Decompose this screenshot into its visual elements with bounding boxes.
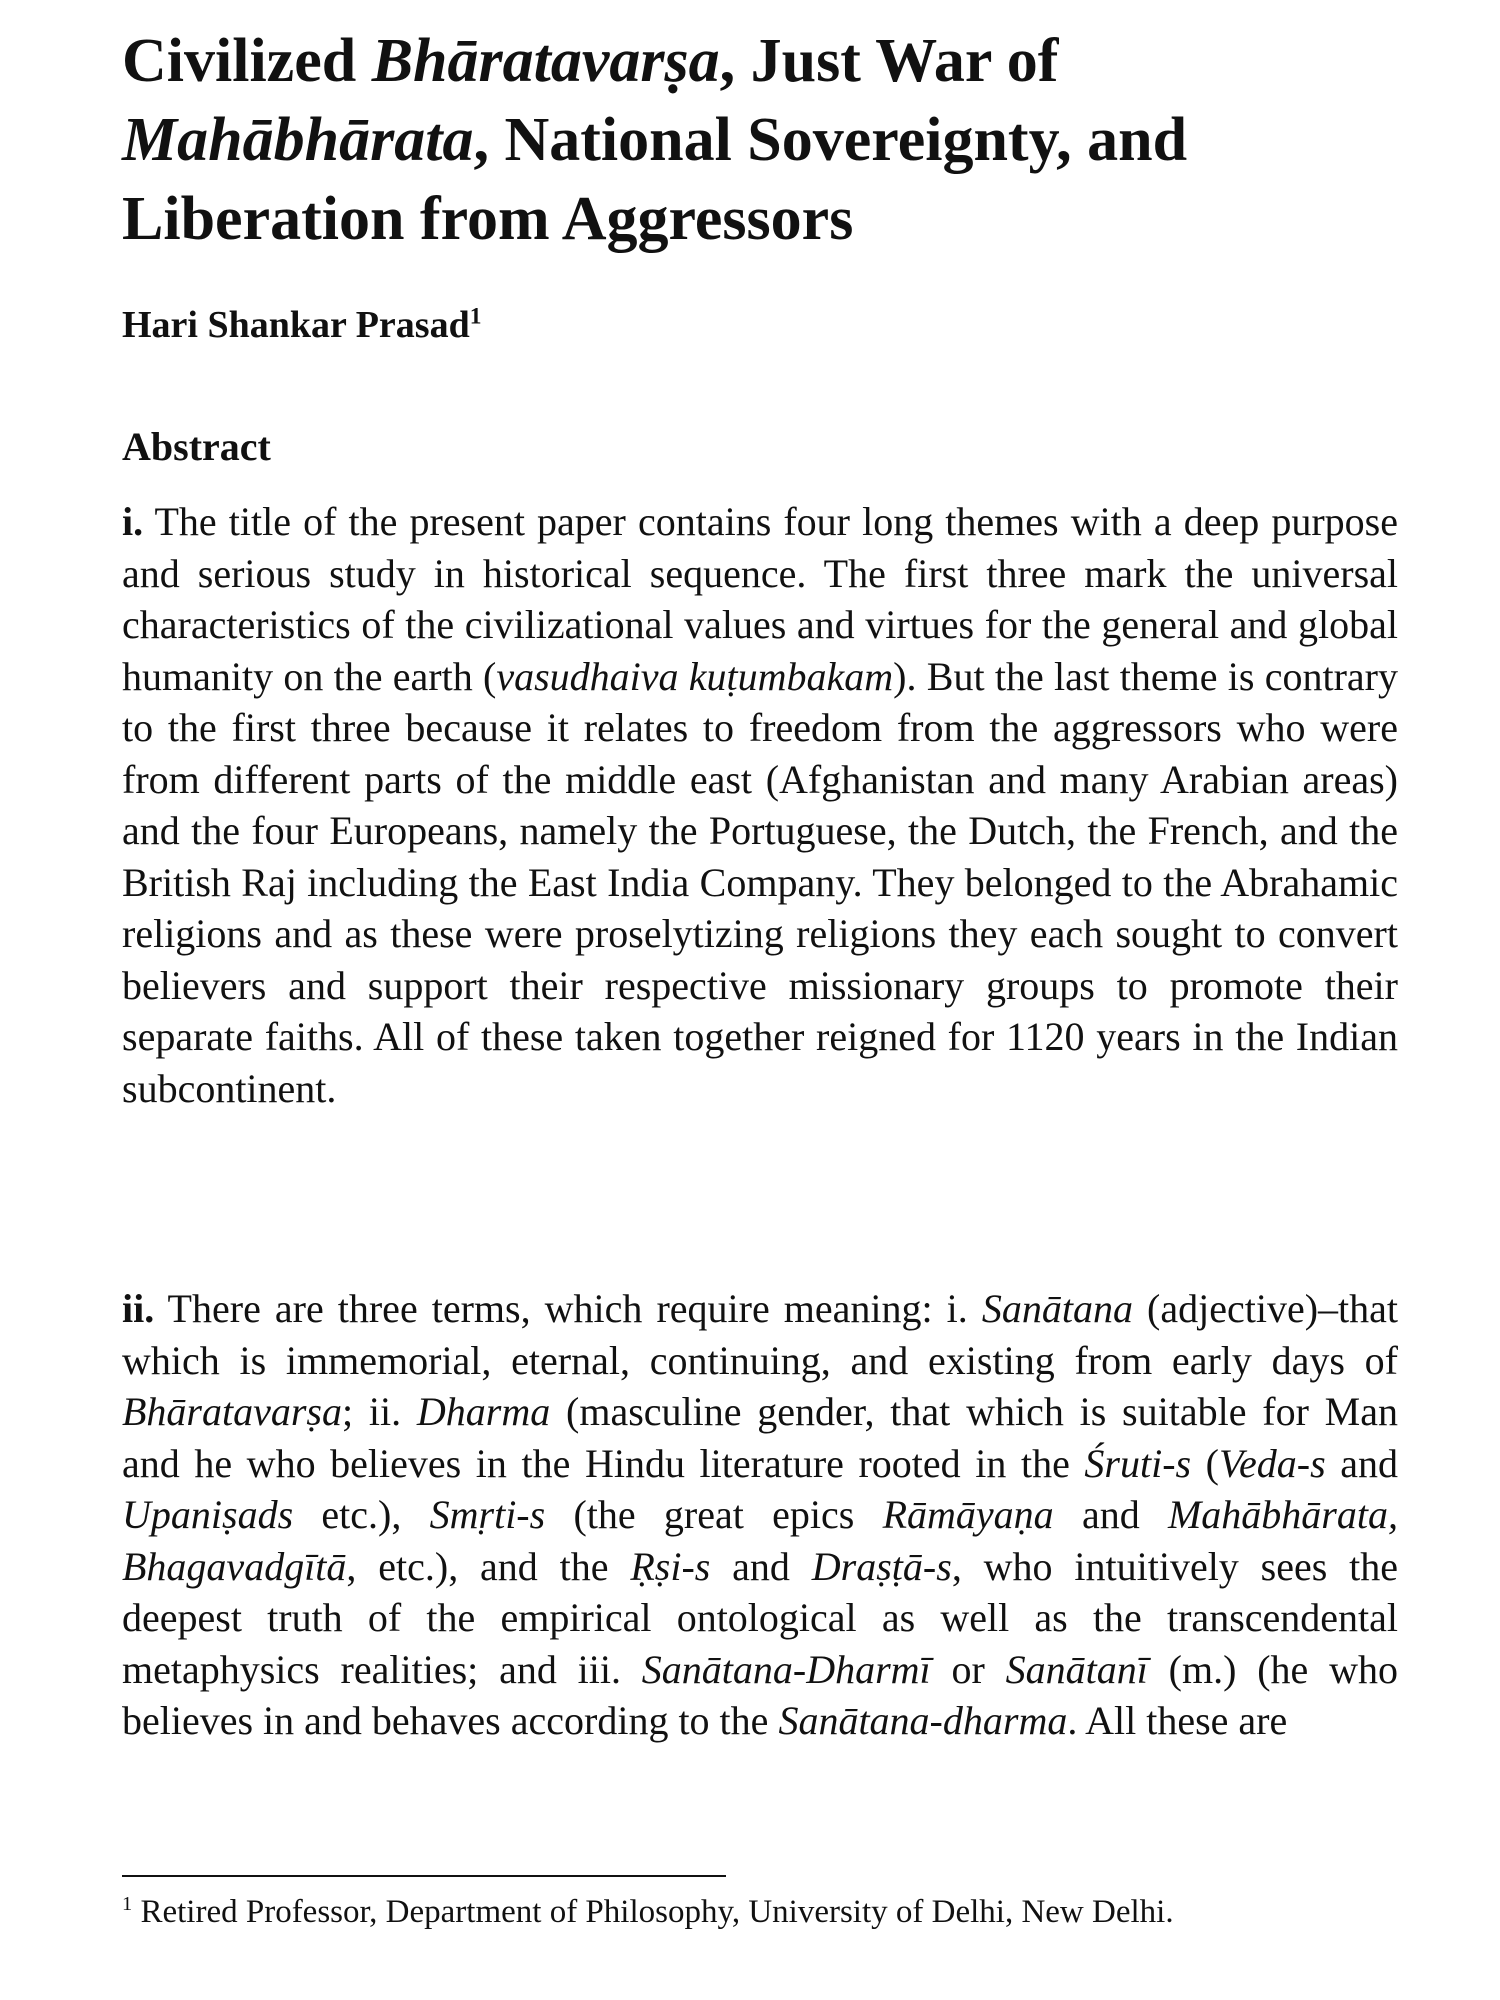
paragraph-text: ; ii. xyxy=(342,1389,417,1434)
paragraph-text: There are three terms, which require meaning: i. xyxy=(154,1286,982,1331)
abstract-paragraph-2 xyxy=(122,1283,1398,1747)
italic-term: Veda-s xyxy=(1219,1440,1326,1486)
italic-term: Sanātana-dharma xyxy=(778,1698,1068,1743)
paragraph-number: ii. xyxy=(122,1286,155,1331)
paragraph-text: and xyxy=(1053,1492,1168,1537)
paragraph-text: ). But the last theme is contrary to the first three because it relates to freedom from the aggressors who were from different parts of the middle east (Afghanistan and many Arabian areas) and the four Europeans, namely the Portuguese, the Dutch, the French, and the British Raj including the East India Company. They belonged to the Abrahamic religions and as these were proselytizing religions they each sought to convert believers and support their respective missionary groups to promote their separate faiths. All of these taken together reigned for 1120 years in the Indian subcontinent. xyxy=(122,653,1398,1111)
paragraph-text: , who intuitively sees the deepest truth of the empirical ontological as well as the transcendental metaphysics realities; and iii. xyxy=(122,1543,1398,1692)
italic-term: Upaniṣads xyxy=(122,1492,294,1537)
title-text: , Just War of xyxy=(719,27,1059,95)
italic-term: Sanātana xyxy=(981,1286,1133,1331)
footnote xyxy=(122,1891,1398,1933)
abstract-paragraph-1 xyxy=(122,496,1398,1114)
footnote-separator xyxy=(122,1875,726,1877)
italic-term: Smṛti-s xyxy=(429,1492,546,1537)
paragraph-text: (adjective)–that which is immemorial, eternal, continuing, and existing from early days of xyxy=(122,1286,1398,1383)
paragraph-text: , etc.), and the xyxy=(346,1543,631,1589)
paragraph-text: or xyxy=(930,1646,1006,1692)
title-italic-term: Bhāratavarṣa xyxy=(371,27,720,95)
italic-term: Draṣṭā-s xyxy=(811,1543,952,1589)
italic-term: Dharma xyxy=(416,1389,551,1434)
italic-term: Śruti-s xyxy=(1084,1440,1192,1486)
paragraph-text: ( xyxy=(1191,1440,1220,1486)
title-text: Civilized xyxy=(122,27,372,95)
italic-term: Sanātanī xyxy=(1005,1646,1148,1692)
footnote-mark: 1 xyxy=(122,1893,133,1915)
paragraph-text: and xyxy=(710,1543,812,1589)
italic-term: Sanātana-Dharmī xyxy=(641,1646,931,1692)
italic-term: vasudhaiva kuṭumbakam xyxy=(496,653,894,699)
title-italic-term: Mahābhārata xyxy=(122,106,474,174)
title-text: , National Sovereignty, and Liberation from Aggressors xyxy=(122,106,1188,253)
article-title xyxy=(122,22,1422,259)
italic-term: Ṛṣi-s xyxy=(630,1543,711,1589)
author-name-text: Hari Shankar Prasad xyxy=(122,304,470,346)
paragraph-text: The title of the present paper contains four long themes with a deep purpose and serious study in historical sequence. The first three mark the universal characteristics of the civilizational values and virtues for the general and global humanity on the earth ( xyxy=(122,499,1398,699)
italic-term: Bhāratavarṣa xyxy=(122,1389,342,1434)
paragraph-text: etc.), xyxy=(293,1492,430,1537)
abstract-heading: Abstract xyxy=(122,424,271,469)
author-name xyxy=(122,300,481,350)
paragraph-text: (the great epics xyxy=(545,1492,883,1537)
paragraph-text: . All these are xyxy=(1067,1698,1288,1743)
paragraph-number: i. xyxy=(122,499,144,544)
paragraph-text: (m.) (he who believes in and behaves according to the xyxy=(122,1646,1399,1743)
footnote-text: Retired Professor, Department of Philosophy, University of Delhi, New Delhi. xyxy=(132,1894,1174,1930)
author-footnote-mark[interactable]: 1 xyxy=(469,303,482,330)
italic-term: Rāmāyaṇa xyxy=(882,1492,1054,1537)
paragraph-text: (masculine gender, that which is suitable for Man and he who believes in the Hindu literature rooted in the xyxy=(122,1389,1398,1486)
italic-term: Mahābhārata, Bhagavadgītā xyxy=(122,1492,1398,1589)
paragraph-text: and xyxy=(1325,1440,1398,1486)
